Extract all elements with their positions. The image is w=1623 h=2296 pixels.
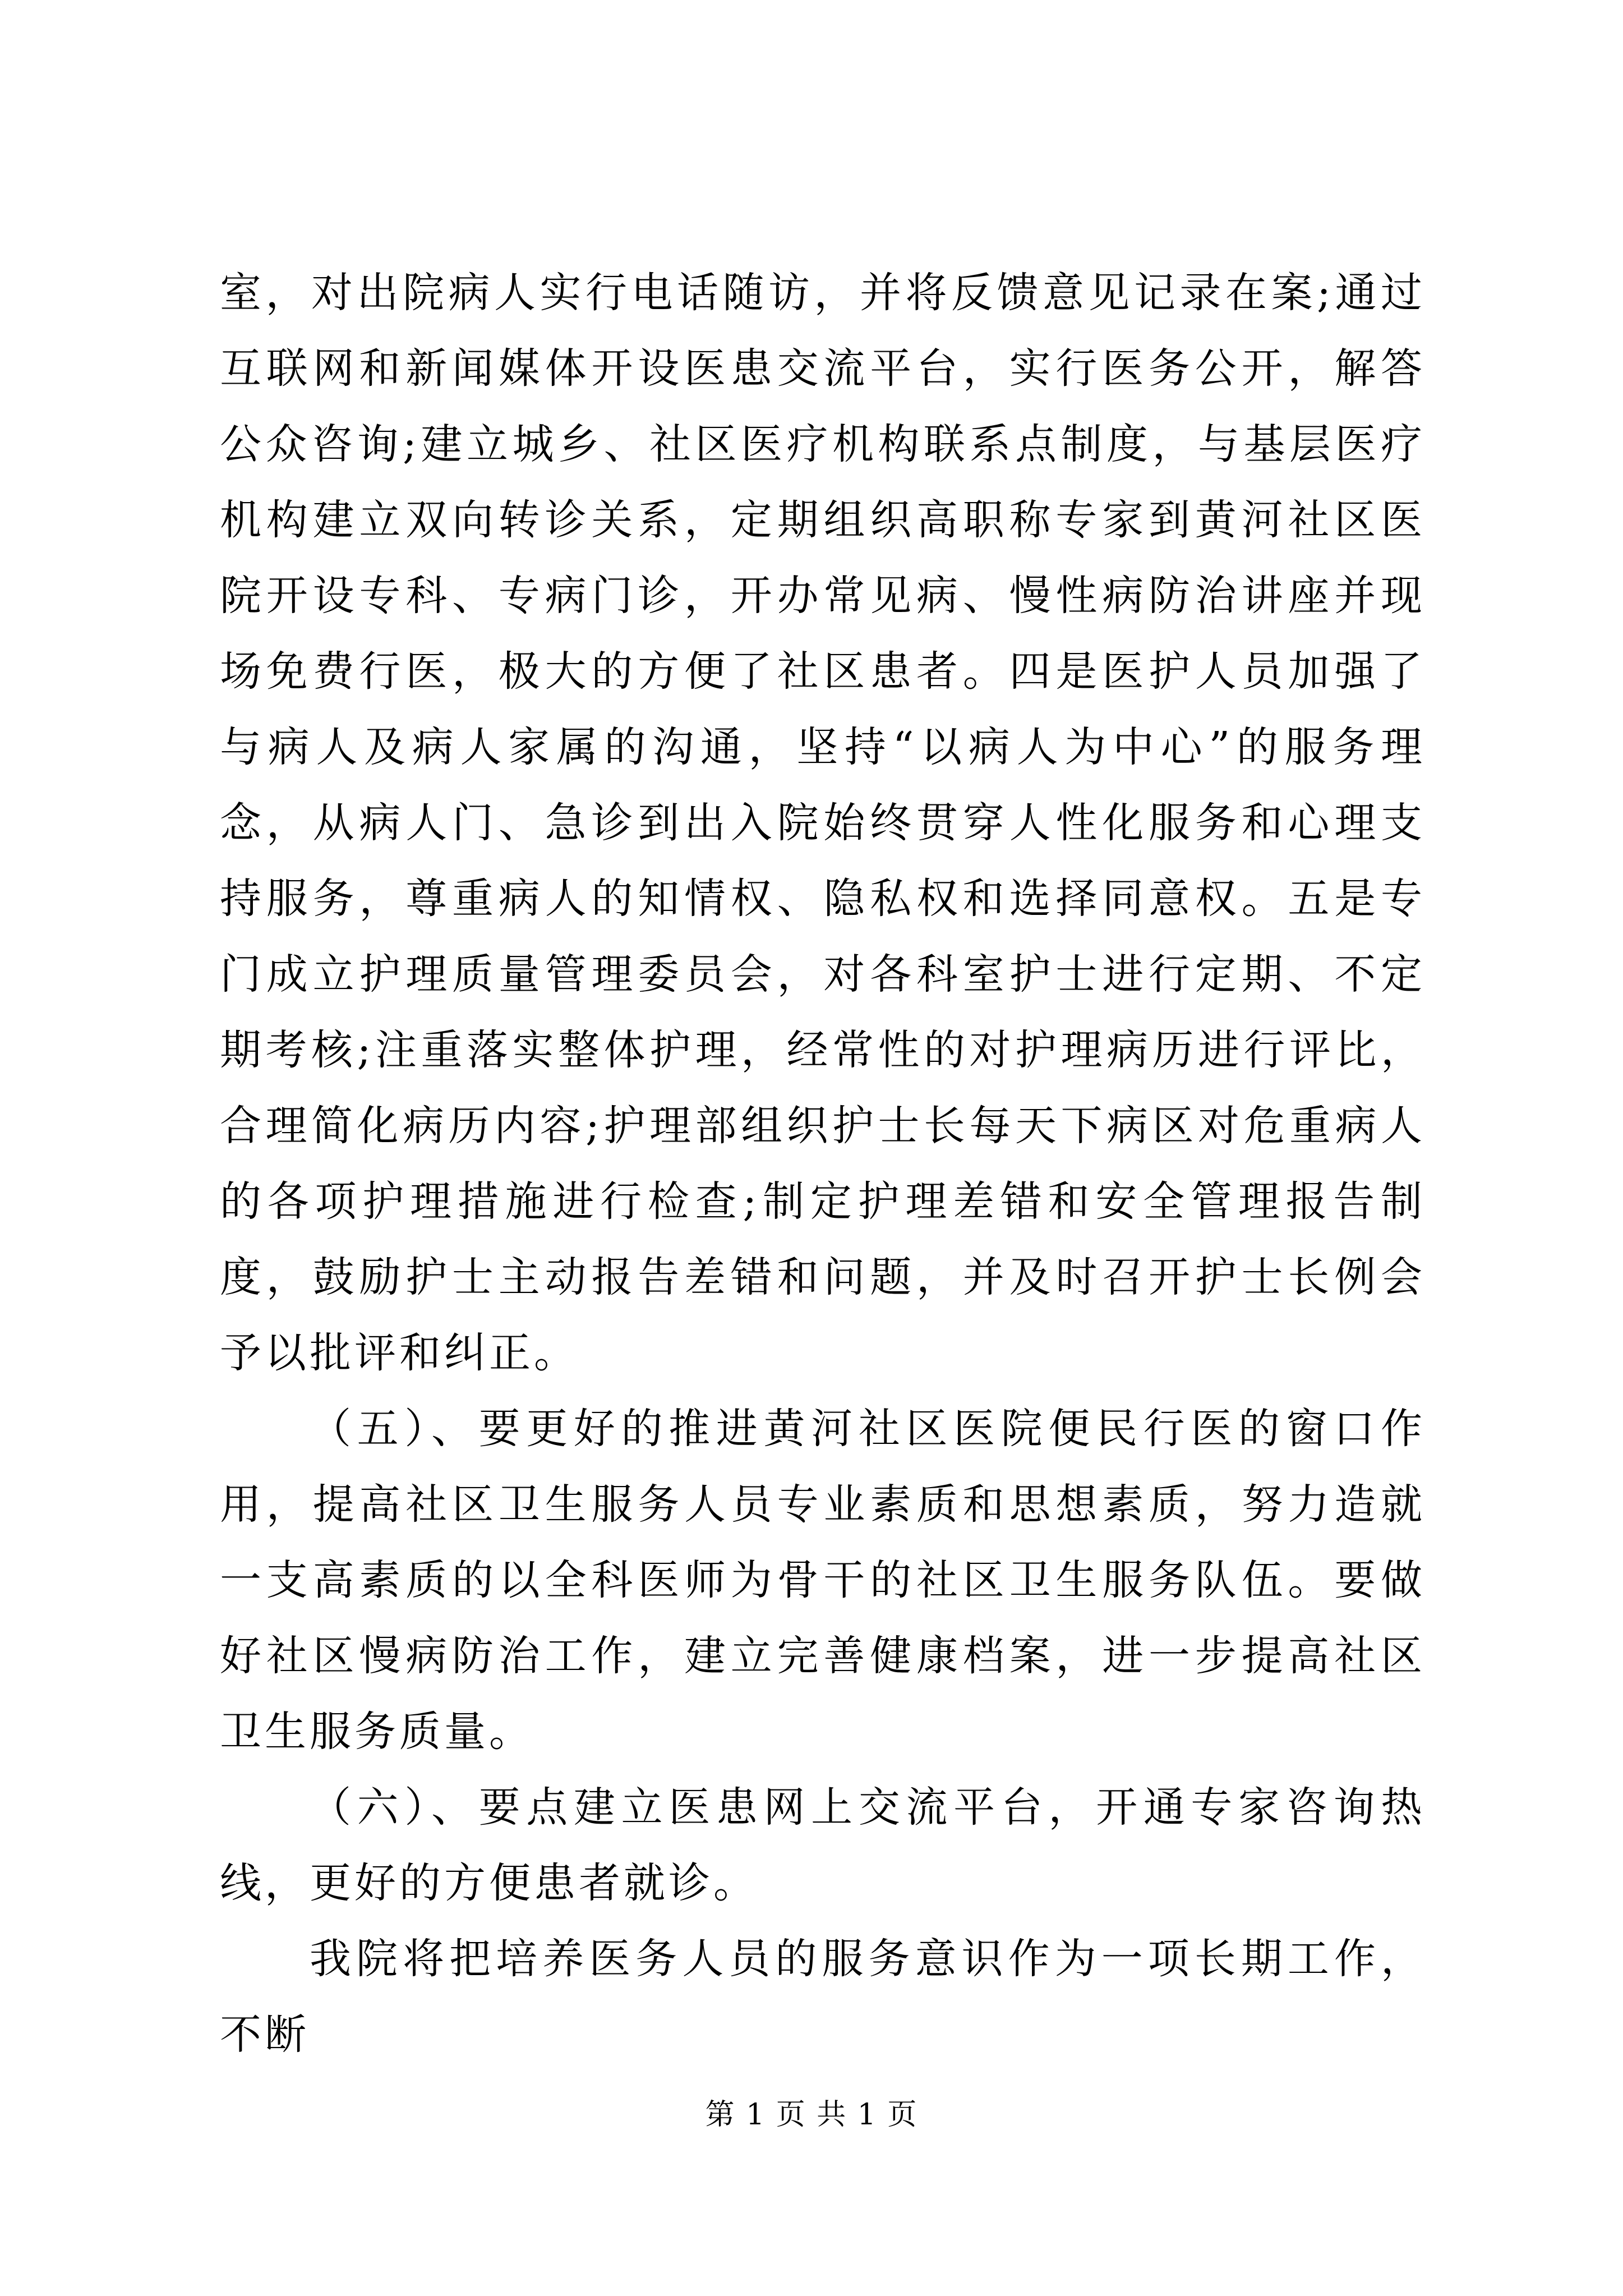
paragraph-item-five: （五）、要更好的推进黄河社区医院便民行医的窗口作用，提高社区卫生服务人员专业素质和思想素质，努力造就一支高素质的以全科医师为骨干的社区卫生服务队伍。要做好社区慢病防治工作，建立完善健康档案，进一步提高社区卫生服务质量。 [220,1405,1426,1756]
paragraph-continuation: 室，对出院病人实行电话随访，并将反馈意见记录在案;通过互联网和新闻媒体开设医患交流平台，实行医务公开，解答公众咨询;建立城乡、社区医疗机构联系点制度，与基层医疗机构建立双向转诊关系，定期组织高职称专家到黄河社区医院开设专科、专病门诊，开办常见病、慢性病防治讲座并现场免费行医，极大的方便了社区患者。四是医护人员加强了与病人及病人家属的沟通，坚持“以病人为中心”的服务理念，从病人门、急诊到出入院始终贯穿人性化服务和心理支持服务，尊重病人的知情权、隐私权和选择同意权。五是专门成立护理质量管理委员会，对各科室护士进行定期、不定期考核;注重落实整体护理，经常性的对护理病历进行评比，合理简化病历内容;护理部组织护士长每天下病区对危重病人的各项护理措施进行检查;制定护理差错和安全管理报告制度，鼓励护士主动报告差错和问题，并及时召开护士长例会予以批评和纠正。 [220,269,1426,1377]
paragraph-closing: 我院将把培养医务人员的服务意识作为一项长期工作，不断 [220,1935,1426,2059]
paragraph-item-six: （六）、要点建立医患网上交流平台，开通专家咨询热线，更好的方便患者就诊。 [220,1783,1426,1907]
page-footer: 第 1 页 共 1 页 [705,2098,918,2132]
document-body [220,255,1426,2073]
